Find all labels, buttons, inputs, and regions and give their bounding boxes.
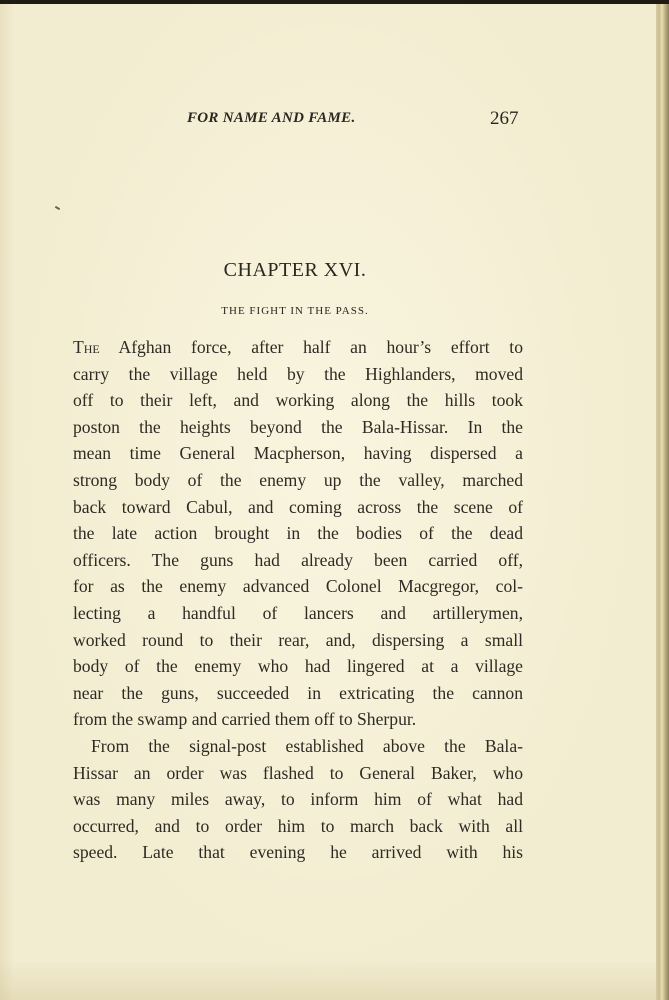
text-line: poston the heights beyond the Bala-Hissar. In the <box>73 416 523 437</box>
stray-ink-mark <box>55 206 60 210</box>
body-text <box>73 334 523 866</box>
text-line: near the guns, succeeded in extricating the cannon <box>73 682 523 703</box>
text-line: was many miles away, to inform him of what had <box>73 789 523 810</box>
book-page <box>0 4 656 1000</box>
text-line: speed. Late that evening he arrived with his <box>73 842 523 863</box>
chapter-subtitle: THE FIGHT IN THE PASS. <box>221 305 369 317</box>
text-line: back toward Cabul, and coming across the scene of <box>73 496 523 517</box>
text-line: for as the enemy advanced Colonel Macgregor, col- <box>73 576 523 597</box>
text-line: From the signal-post established above the Bala- <box>91 735 523 756</box>
text-line: strong body of the enemy up the valley, marched <box>73 469 523 490</box>
text-line: from the swamp and carried them off to Sherpur. <box>73 709 417 730</box>
page-edge-stack <box>656 4 669 1000</box>
text-line: worked round to their rear, and, dispersing a small <box>73 629 523 650</box>
text-line: Hissar an order was flashed to General Baker, who <box>73 762 523 783</box>
text-line: carry the village held by the Highlanders, moved <box>73 363 523 384</box>
text-line-rest: Afghan force, after half an hour’s effort to <box>99 337 523 357</box>
running-head: FOR NAME AND FAME. <box>187 110 356 126</box>
text-line <box>73 334 523 361</box>
text-line: occurred, and to order him to march back with all <box>73 815 523 836</box>
page-number: 267 <box>490 108 519 129</box>
text-line: mean time General Macpherson, having dispersed a <box>73 443 523 464</box>
text-line: body of the enemy who had lingered at a village <box>73 656 523 677</box>
chapter-title: CHAPTER XVI. <box>223 259 367 281</box>
drop-word: The <box>73 337 100 357</box>
text-line: officers. The guns had already been carried off, <box>73 549 523 570</box>
text-line: off to their left, and working along the hills took <box>73 390 523 411</box>
text-line: the late action brought in the bodies of the dead <box>73 523 523 544</box>
text-line: lecting a handful of lancers and artillerymen, <box>73 602 523 623</box>
